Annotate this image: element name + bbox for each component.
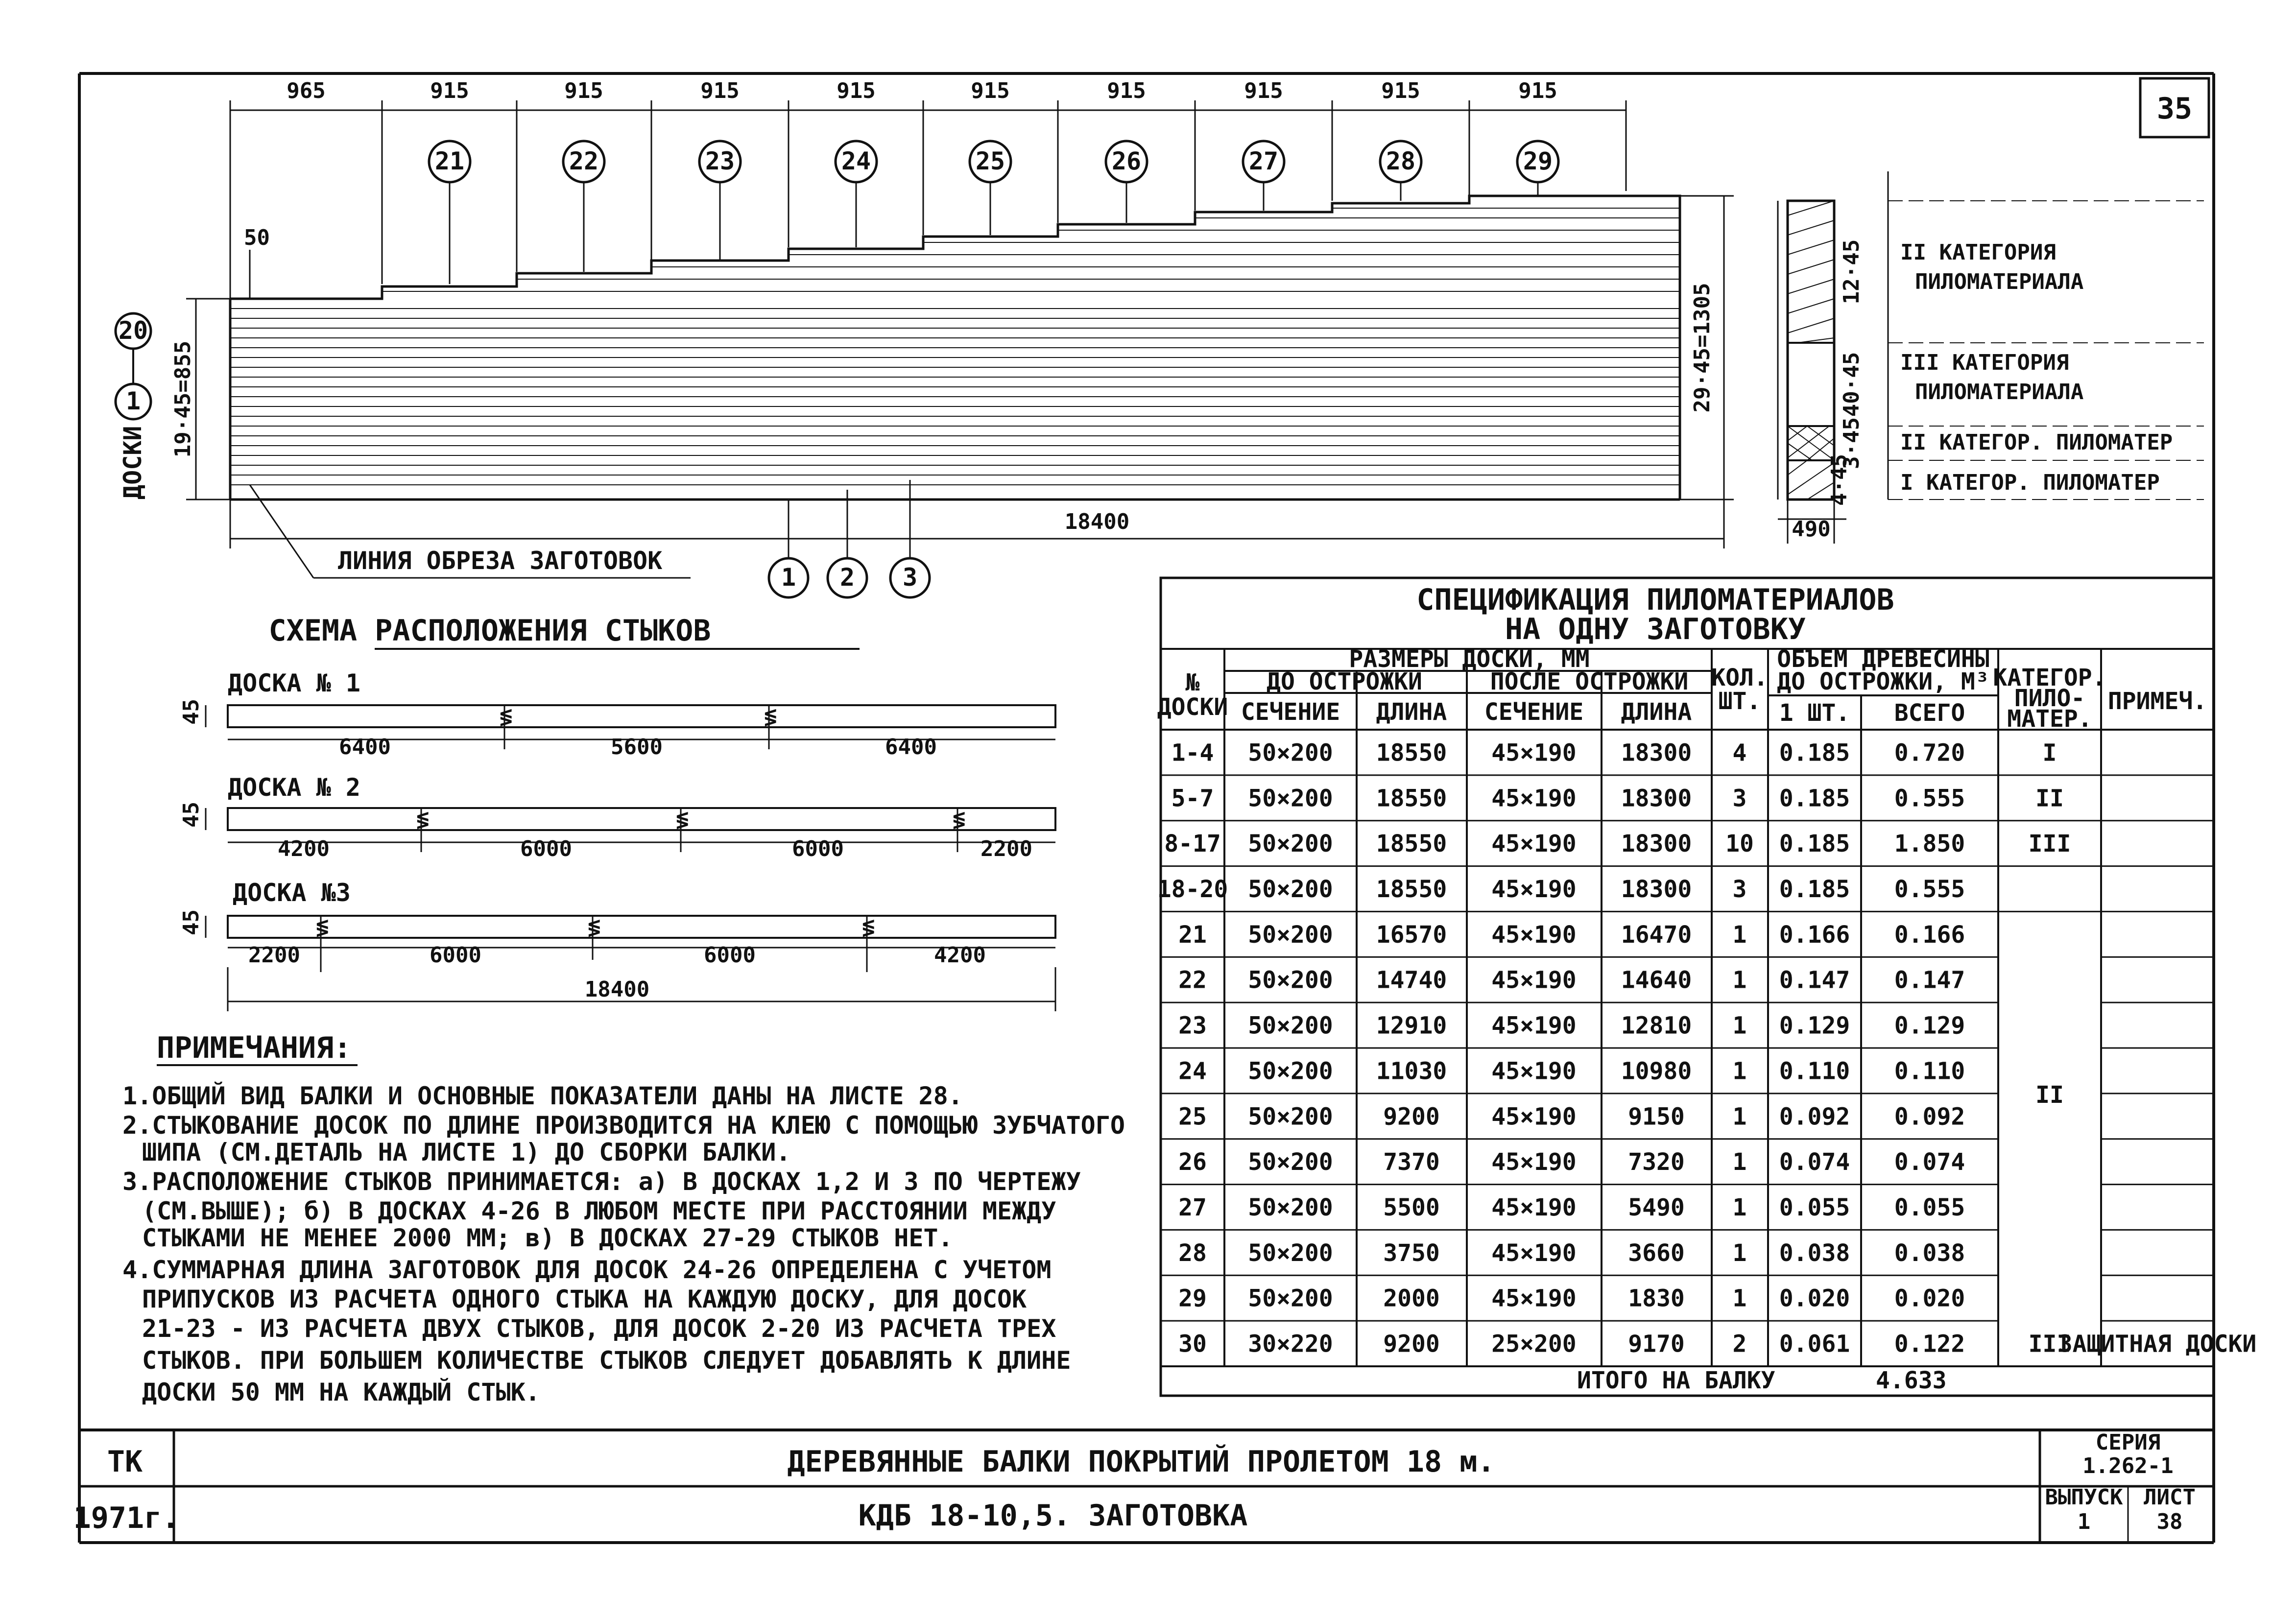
scheme-total: 18400 (584, 977, 650, 1002)
table-cell: II (2035, 785, 2064, 812)
table-cell: 16570 (1376, 921, 1447, 949)
board-label: ДОСКА № 1 (228, 669, 360, 697)
table-cell: 18550 (1376, 739, 1447, 767)
sheet: 38 (2156, 1509, 2183, 1534)
table-cell: 1 (1732, 1103, 1747, 1131)
table-cell: 0.122 (1894, 1330, 1965, 1358)
board-circle-21 (429, 141, 470, 284)
table-cell: 0.555 (1894, 875, 1965, 903)
notes-title: ПРИМЕЧАНИЯ: (157, 1031, 352, 1065)
spec-table (1157, 578, 2257, 1396)
h-length: ДЛИНА (1621, 698, 1692, 726)
board-thickness: 45 (179, 802, 204, 828)
title-block (73, 1430, 2214, 1543)
boards-label: ДОСКИ (119, 426, 147, 500)
table-cell: 1.850 (1894, 830, 1965, 858)
table-cell: 11030 (1376, 1057, 1447, 1085)
table-cell: 7320 (1628, 1148, 1685, 1176)
table-cell: 1 (1732, 921, 1747, 949)
table-cell: 0.074 (1894, 1148, 1965, 1176)
h-after: ПОСЛЕ ОСТРОЖКИ (1490, 668, 1689, 695)
joint-mark: ≶ (316, 915, 329, 940)
board-circle-24 (836, 141, 877, 247)
table-cell: 18550 (1376, 830, 1447, 858)
table-cell: 45×190 (1491, 1057, 1577, 1085)
cross-section-legend (1778, 171, 2204, 544)
h-one: 1 ШТ. (1779, 699, 1850, 727)
table-cell: 1 (1732, 1012, 1747, 1040)
board-segment: 5600 (611, 735, 663, 760)
h-cat: МАТЕР. (2007, 705, 2092, 733)
svg-text:1: 1 (781, 563, 796, 592)
table-cell: 0.720 (1894, 739, 1965, 767)
title-1: ДЕРЕВЯННЫЕ БАЛКИ ПОКРЫТИЙ ПРОЛЕТОМ 18 м. (787, 1445, 1495, 1479)
table-cell: 21 (1178, 921, 1207, 949)
legend-label: I КАТЕГОР. ПИЛОМАТЕР (1900, 470, 2160, 495)
table-cell: 45×190 (1491, 739, 1577, 767)
top-dim: 915 (837, 78, 876, 103)
table-cell: 14740 (1376, 966, 1447, 994)
table-cell: 25 (1178, 1103, 1207, 1131)
legend-label: II КАТЕГОРИЯ (1900, 240, 2056, 265)
merged-category: II (2035, 1081, 2064, 1109)
svg-text:29: 29 (1523, 147, 1553, 175)
board-segment: 2200 (248, 943, 300, 968)
table-cell: 45×190 (1491, 1193, 1577, 1221)
table-cell: 28 (1178, 1239, 1207, 1267)
table-cell: 0.185 (1779, 875, 1850, 903)
table-cell: 16470 (1621, 921, 1692, 949)
h-volume: ДО ОСТРОЖКИ, М³ (1777, 668, 1989, 695)
joint-scheme (179, 614, 1055, 1011)
table-cell: 22 (1178, 966, 1207, 994)
table-cell: 50×200 (1248, 1285, 1333, 1312)
table-cell: 9150 (1628, 1103, 1685, 1131)
board-segment: 4200 (934, 943, 986, 968)
note-line: (СМ.ВЫШЕ); б) В ДОСКАХ 4-26 В ЛЮБОМ МЕСТЕ ПРИ РАССТОЯНИИ МЕЖДУ (142, 1197, 1056, 1225)
joint-mark: ≶ (764, 704, 777, 729)
issue-label: ВЫПУСК (2045, 1485, 2123, 1510)
legend-dim: 3·45 (1839, 417, 1864, 469)
legend-width-dim: 490 (1792, 517, 1831, 542)
left-dim: 19·45=855 (170, 340, 195, 458)
legend-dim: 40·45 (1839, 352, 1864, 417)
svg-text:28: 28 (1386, 147, 1416, 175)
table-cell: 0.185 (1779, 739, 1850, 767)
sheet-number-box (2140, 78, 2209, 137)
board-segment: 6000 (430, 943, 481, 968)
top-dim: 915 (1244, 78, 1283, 103)
table-cell: 50×200 (1248, 785, 1333, 812)
table-cell: 50×200 (1248, 921, 1333, 949)
table-cell: 0.110 (1779, 1057, 1850, 1085)
svg-text:26: 26 (1111, 147, 1142, 175)
table-cell: 0.185 (1779, 785, 1850, 812)
board-segment: 4200 (278, 836, 330, 861)
board-circle-25 (970, 141, 1011, 235)
table-cell: 50×200 (1248, 1239, 1333, 1267)
dim-50: 50 (244, 225, 270, 250)
table-cell: 1-4 (1171, 739, 1214, 767)
table-cell: 1 (1732, 1285, 1747, 1312)
table-cell: 0.038 (1894, 1239, 1965, 1267)
h-total: ВСЕГО (1894, 699, 1965, 727)
table-cell: 30 (1178, 1330, 1207, 1358)
table-cell: 23 (1178, 1012, 1207, 1040)
table-cell: 0.055 (1894, 1193, 1965, 1221)
table-cell: 9170 (1628, 1330, 1685, 1358)
table-cell: 18300 (1621, 739, 1692, 767)
table-cell: 1 (1732, 1193, 1747, 1221)
table-cell: 27 (1178, 1193, 1207, 1221)
table-cell: 50×200 (1248, 966, 1333, 994)
board-segment: 6400 (885, 735, 937, 760)
sheet-label: ЛИСТ (2144, 1485, 2196, 1510)
series-label: СЕРИЯ (2095, 1430, 2161, 1455)
joint-scheme-title: СХЕМА РАСПОЛОЖЕНИЯ СТЫКОВ (268, 614, 711, 648)
table-cell: 1 (1732, 1057, 1747, 1085)
board-circle-28 (1380, 141, 1421, 201)
table-cell: 18300 (1621, 785, 1692, 812)
table-cell: 10980 (1621, 1057, 1692, 1085)
table-cell: 45×190 (1491, 875, 1577, 903)
table-cell: 18550 (1376, 785, 1447, 812)
board-label: ДОСКА №3 (233, 879, 351, 907)
table-cell: I (2042, 739, 2057, 767)
table-cell: 14640 (1621, 966, 1692, 994)
year: 1971г. (73, 1501, 180, 1535)
joint-mark: ≶ (953, 807, 966, 832)
table-cell: 50×200 (1248, 830, 1333, 858)
total-label: ИТОГО НА БАЛКУ (1577, 1367, 1775, 1394)
table-cell: 0.185 (1779, 830, 1850, 858)
note-line: СТЫКОВ. ПРИ БОЛЬШЕМ КОЛИЧЕСТВЕ СТЫКОВ СЛЕДУЕТ ДОБАВЛЯТЬ К ДЛИНЕ (142, 1346, 1071, 1375)
board-label: ДОСКА № 2 (228, 773, 360, 802)
table-cell: 3660 (1628, 1239, 1685, 1267)
table-cell: 12810 (1621, 1012, 1692, 1040)
board-segment: 6000 (704, 943, 756, 968)
h-section: СЕЧЕНИЕ (1241, 698, 1340, 726)
table-cell: 0.129 (1894, 1012, 1965, 1040)
joint-mark: ≶ (676, 807, 689, 832)
table-cell: 45×190 (1491, 1148, 1577, 1176)
joint-mark: ≶ (500, 704, 513, 729)
svg-text:1: 1 (125, 387, 141, 415)
table-cell: 1830 (1628, 1285, 1685, 1312)
issue: 1 (2077, 1509, 2091, 1534)
legend-label: ПИЛОМАТЕРИАЛА (1915, 269, 2084, 294)
h-qty: КОЛ. (1711, 664, 1768, 691)
table-cell: 0.110 (1894, 1057, 1965, 1085)
table-cell: 3 (1732, 785, 1747, 812)
joint-mark: ≶ (588, 915, 601, 940)
table-cell: 45×190 (1491, 1285, 1577, 1312)
top-dim: 915 (430, 78, 469, 103)
h-length: ДЛИНА (1376, 698, 1447, 726)
table-cell: 18300 (1621, 875, 1692, 903)
table-cell: 0.092 (1779, 1103, 1850, 1131)
board-circle-23 (699, 141, 741, 260)
table-cell: 5490 (1628, 1193, 1685, 1221)
bottom-dim: 18400 (1064, 509, 1130, 534)
table-cell: 24 (1178, 1057, 1207, 1085)
table-cell: 10 (1725, 830, 1754, 858)
note-line: 3.РАСПОЛОЖЕНИЕ СТЫКОВ ПРИНИМАЕТСЯ: а) В ДОСКАХ 1,2 И 3 ПО ЧЕРТЕЖУ (122, 1167, 1081, 1196)
table-cell: 0.074 (1779, 1148, 1850, 1176)
table-cell: 45×190 (1491, 830, 1577, 858)
table-cell: 3 (1732, 875, 1747, 903)
note-line: ПРИПУСКОВ ИЗ РАСЧЕТА ОДНОГО СТЫКА НА КАЖДУЮ ДОСКУ, ДЛЯ ДОСОК (142, 1285, 1027, 1313)
table-cell: 1 (1732, 1239, 1747, 1267)
org: ТК (107, 1445, 143, 1479)
table-cell: 2000 (1383, 1285, 1440, 1312)
board-thickness: 45 (179, 909, 204, 935)
spec-rows (1157, 739, 2257, 1366)
top-dim: 915 (971, 78, 1010, 103)
table-cell: 0.020 (1894, 1285, 1965, 1312)
note-line: 2.СТЫКОВАНИЕ ДОСОК ПО ДЛИНЕ ПРОИЗВОДИТСЯ НА КЛЕЮ С ПОМОЩЬЮ ЗУБЧАТОГО (122, 1111, 1125, 1140)
table-cell: 3750 (1383, 1239, 1440, 1267)
table-cell: 1 (1732, 966, 1747, 994)
table-cell: 18-20 (1157, 875, 1228, 903)
h-sizes: РАЗМЕРЫ ДОСКИ, ММ (1349, 645, 1590, 673)
table-cell: 0.129 (1779, 1012, 1850, 1040)
table-cell: 9200 (1383, 1330, 1440, 1358)
h-volume: ОБЪЕМ ДРЕВЕСИНЫ (1777, 645, 1989, 673)
h-cat: КАТЕГОР. (1993, 664, 2106, 691)
table-cell: 50×200 (1248, 739, 1333, 767)
board-segment: 2200 (981, 836, 1032, 861)
top-dim: 965 (287, 78, 326, 103)
bottom-circle-2 (828, 490, 867, 597)
table-cell: III (2028, 830, 2071, 858)
table-cell: 5-7 (1171, 785, 1214, 812)
title-2: КДБ 18-10,5. ЗАГОТОВКА (858, 1499, 1248, 1533)
table-cell: 25×200 (1491, 1330, 1577, 1358)
table-cell: 45×190 (1491, 921, 1577, 949)
table-cell: 45×190 (1491, 785, 1577, 812)
svg-text:25: 25 (975, 147, 1005, 175)
top-dim: 915 (700, 78, 740, 103)
board-thickness: 45 (179, 699, 204, 725)
table-cell: 0.020 (1779, 1285, 1850, 1312)
board-circle-22 (563, 141, 604, 272)
table-cell: 18300 (1621, 830, 1692, 858)
top-dim: 915 (564, 78, 603, 103)
table-cell: 26 (1178, 1148, 1207, 1176)
table-cell: 29 (1178, 1285, 1207, 1312)
table-cell: 45×190 (1491, 1239, 1577, 1267)
h-before: ДО ОСТРОЖКИ (1267, 668, 1422, 695)
table-cell: 0.038 (1779, 1239, 1850, 1267)
legend-label: II КАТЕГОР. ПИЛОМАТЕР (1900, 430, 2173, 455)
svg-text:2: 2 (839, 563, 855, 592)
table-cell: 0.061 (1779, 1330, 1850, 1358)
top-dim: 915 (1518, 78, 1557, 103)
table-cell: 50×200 (1248, 1148, 1333, 1176)
table-cell: 8-17 (1164, 830, 1221, 858)
table-cell: 1 (1732, 1148, 1747, 1176)
legend-dim: 12·45 (1839, 239, 1864, 305)
table-cell: 45×190 (1491, 1103, 1577, 1131)
board-circle-26 (1106, 141, 1147, 223)
table-cell: 2 (1732, 1330, 1747, 1358)
legend-label: ПИЛОМАТЕРИАЛА (1915, 380, 2084, 405)
board-segment: 6000 (520, 836, 572, 861)
table-cell: ЗАЩИТНАЯ ДОСКИ (2058, 1330, 2257, 1358)
table-cell: 0.555 (1894, 785, 1965, 812)
spec-title: СПЕЦИФИКАЦИЯ ПИЛОМАТЕРИАЛОВ (1416, 583, 1894, 617)
top-dim: 915 (1381, 78, 1420, 103)
table-cell: 12910 (1376, 1012, 1447, 1040)
table-cell: 0.055 (1779, 1193, 1850, 1221)
note-line: 1.ОБЩИЙ ВИД БАЛКИ И ОСНОВНЫЕ ПОКАЗАТЕЛИ ДАНЫ НА ЛИСТЕ 28. (122, 1082, 963, 1110)
table-cell: 50×200 (1248, 1012, 1333, 1040)
svg-text:24: 24 (841, 147, 871, 175)
table-cell: 0.147 (1894, 966, 1965, 994)
board-circle-29 (1517, 141, 1558, 196)
table-cell: 0.166 (1894, 921, 1965, 949)
h-no: № (1185, 669, 1200, 696)
table-cell: 30×220 (1248, 1330, 1333, 1358)
table-cell: 0.147 (1779, 966, 1850, 994)
table-cell: 50×200 (1248, 1057, 1333, 1085)
svg-text:22: 22 (569, 147, 599, 175)
legend-label: III КАТЕГОРИЯ (1900, 350, 2069, 375)
bottom-circle-1 (769, 500, 808, 597)
cut-line-label: ЛИНИЯ ОБРЕЗА ЗАГОТОВОК (338, 547, 663, 575)
table-cell: 45×190 (1491, 1012, 1577, 1040)
h-note: ПРИМЕЧ. (2107, 688, 2207, 715)
table-cell: 50×200 (1248, 1103, 1333, 1131)
note-line: 4.СУММАРНАЯ ДЛИНА ЗАГОТОВОК ДЛЯ ДОСОК 24-26 ОПРЕДЕЛЕНА С УЧЕТОМ (122, 1256, 1052, 1284)
table-cell: 0.166 (1779, 921, 1850, 949)
beam-elevation (116, 78, 1734, 597)
table-cell: 50×200 (1248, 875, 1333, 903)
note-line: СТЫКАМИ НЕ МЕНЕЕ 2000 ММ; в) В ДОСКАХ 27-29 СТЫКОВ НЕТ. (142, 1224, 953, 1252)
table-cell: 18550 (1376, 875, 1447, 903)
svg-text:21: 21 (434, 147, 465, 175)
joint-mark: ≶ (862, 915, 875, 940)
svg-text:3: 3 (902, 563, 918, 592)
table-cell: 4 (1732, 739, 1747, 767)
sheet-number: 35 (2156, 92, 2193, 126)
lamination-lines (230, 208, 1680, 485)
table-cell: 7370 (1383, 1148, 1440, 1176)
top-dim: 915 (1107, 78, 1146, 103)
h-no: ДОСКИ (1157, 693, 1228, 721)
table-cell: 0.092 (1894, 1103, 1965, 1131)
boards-1-20-label (116, 313, 151, 500)
spec-subtitle: НА ОДНУ ЗАГОТОВКУ (1505, 612, 1806, 646)
h-qty: ШТ. (1718, 688, 1761, 715)
note-line: ДОСКИ 50 ММ НА КАЖДЫЙ СТЫК. (142, 1378, 540, 1406)
table-cell: 9200 (1383, 1103, 1440, 1131)
h-cat: ПИЛО- (2014, 685, 2085, 712)
note-line: ШИПА (СМ.ДЕТАЛЬ НА ЛИСТЕ 1) ДО СБОРКИ БАЛКИ. (142, 1138, 791, 1167)
series: 1.262-1 (2082, 1453, 2174, 1478)
legend-dim: 4·45 (1827, 454, 1852, 506)
notes (122, 1031, 1125, 1406)
board-segment: 6000 (792, 836, 844, 861)
table-cell: 50×200 (1248, 1193, 1333, 1221)
table-cell: 45×190 (1491, 966, 1577, 994)
right-dim: 29·45=1305 (1690, 283, 1715, 413)
table-cell: III (2028, 1330, 2071, 1358)
table-cell: 5500 (1383, 1193, 1440, 1221)
svg-text:23: 23 (705, 147, 735, 175)
note-line: 21-23 - ИЗ РАСЧЕТА ДВУХ СТЫКОВ, ДЛЯ ДОСОК 2-20 ИЗ РАСЧЕТА ТРЕХ (142, 1314, 1056, 1343)
h-section: СЕЧЕНИЕ (1484, 698, 1584, 726)
total-value: 4.633 (1876, 1367, 1947, 1394)
board-segment: 6400 (339, 735, 391, 760)
board-circle-27 (1243, 141, 1284, 211)
svg-text:20: 20 (118, 316, 148, 345)
joint-mark: ≶ (416, 807, 430, 832)
svg-text:27: 27 (1248, 147, 1279, 175)
